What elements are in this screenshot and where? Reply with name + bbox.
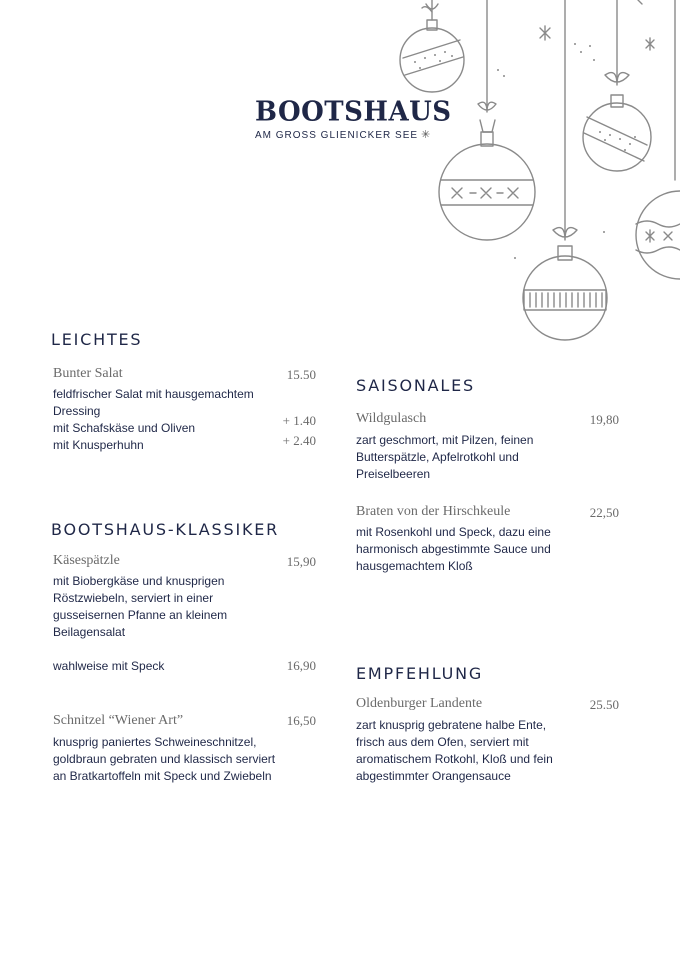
brand-block <box>255 96 452 143</box>
description-line: gusseisernen Pfanne an kleinem <box>53 608 228 622</box>
bauble-icon <box>400 0 464 92</box>
description-line: mit Rosenkohl und Speck, dazu eine <box>356 525 551 539</box>
menu-item-name: Wildgulasch <box>356 411 427 426</box>
bauble-icon <box>583 0 651 171</box>
description-line: Dressing <box>53 404 101 418</box>
description-line: zart knusprig gebratene halbe Ente, <box>356 718 547 732</box>
option-text: wahlweise mit Speck <box>53 659 165 673</box>
menu-item-price: 15,90 <box>286 554 316 569</box>
bauble-icon <box>523 0 607 340</box>
menu-item-description <box>356 432 533 483</box>
menu-item-price: 22,50 <box>589 505 619 520</box>
brand-title: BOOTSHAUS <box>255 96 452 128</box>
brand-subtitle-text: AM GROSS GLIENICKER SEE <box>255 130 419 141</box>
extra-option-text: mit Knusperhuhn <box>53 438 144 452</box>
star-icon: ✳ <box>421 129 432 141</box>
menu-item-price: 15.50 <box>286 367 316 382</box>
menu-item-name: Oldenburger Landente <box>356 696 483 711</box>
description-line: an Bratkartoffeln mit Speck und Zwiebeln <box>53 769 272 783</box>
brand-subtitle <box>255 128 431 143</box>
description-line: harmonisch abgestimmte Sauce und <box>356 542 551 556</box>
option-price: 16,90 <box>286 658 316 673</box>
description-line: Butterspätzle, Apfelrotkohl und <box>356 450 519 464</box>
extra-option-price: + 2.40 <box>282 433 316 448</box>
menu-item-description <box>53 386 254 454</box>
description-line: mit Biobergkäse und knusprigen <box>53 574 225 588</box>
section-heading-klassiker: BOOTSHAUS-KLASSIKER <box>51 520 280 539</box>
menu-item-name: Schnitzel “Wiener Art” <box>53 713 184 728</box>
description-line: hausgemachtem Kloß <box>356 559 473 573</box>
menu-item-price: 25.50 <box>589 697 619 712</box>
section-heading-saisonales: SAISONALES <box>356 376 475 395</box>
description-line: frisch aus dem Ofen, serviert mit <box>356 735 529 749</box>
bauble-icon <box>636 0 680 279</box>
menu-item-price: 19,80 <box>589 412 619 427</box>
description-line: knusprig paniertes Schweineschnitzel, <box>53 735 257 749</box>
section-heading-empfehlung: EMPFEHLUNG <box>356 664 484 683</box>
menu-item-name: Käsespätzle <box>53 553 120 568</box>
menu-item-description <box>356 524 551 575</box>
menu-item-description <box>356 717 553 785</box>
menu-item-description <box>53 734 275 785</box>
description-line: Röstzwiebeln, serviert in einer <box>53 591 214 605</box>
description-line: Preiselbeeren <box>356 467 431 481</box>
description-line: abgestimmter Orangensauce <box>356 769 511 783</box>
menu-item-price: 16,50 <box>286 713 316 728</box>
menu-item-name: Bunter Salat <box>53 366 123 381</box>
extra-option-price: + 1.40 <box>282 413 316 428</box>
menu-item-description <box>53 573 227 641</box>
description-line: zart geschmort, mit Pilzen, feinen <box>356 433 534 447</box>
menu-item-name: Braten von der Hirschkeule <box>356 504 511 519</box>
sparkle-icon <box>540 0 654 50</box>
description-line: Beilagensalat <box>53 625 126 639</box>
description-line: feldfrischer Salat mit hausgemachtem <box>53 387 254 401</box>
extra-option-text: mit Schafskäse und Oliven <box>53 421 196 435</box>
section-heading-leichtes: LEICHTES <box>51 330 143 349</box>
description-line: goldbraun gebraten und klassisch serviert <box>53 752 276 766</box>
description-line: aromatischem Rotkohl, Kloß und fein <box>356 752 553 766</box>
